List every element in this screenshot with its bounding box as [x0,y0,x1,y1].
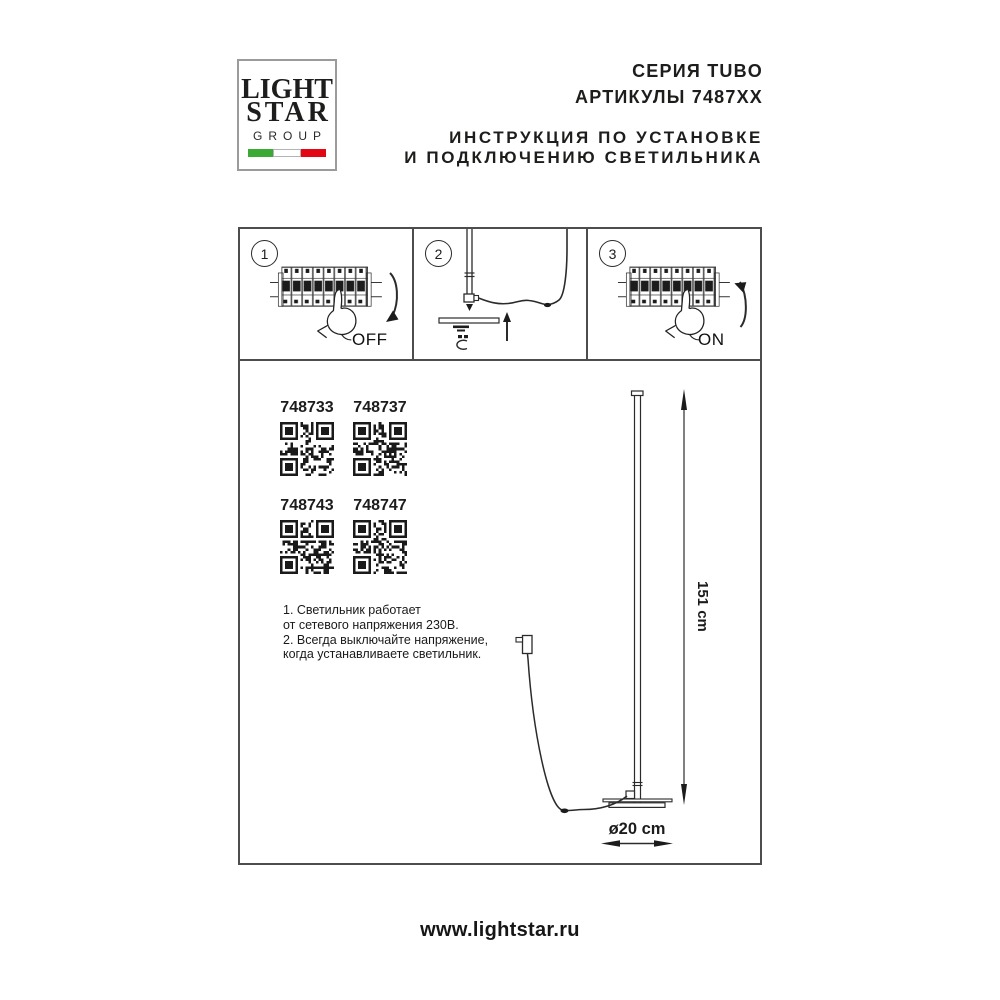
diameter-dimension-label: ø20 cm [608,820,666,838]
article-qr-grid [280,399,407,574]
height-dimension-label: 151 cm [694,581,711,632]
logo-text-star: STAR [246,97,331,128]
website-url: www.lightstar.ru [420,919,580,941]
article-number: 748747 [353,497,407,514]
instruction-title-line2: И ПОДКЛЮЧЕНИЮ СВЕТИЛЬНИКА [404,148,763,167]
note-line: 2. Всегда выключайте напряжение, [283,632,489,647]
step-number-badge: 3 [599,240,626,267]
step-number-badge: 1 [251,240,278,267]
step-panel-1 [240,229,414,359]
qr-code [353,422,407,476]
article-number: 748733 [280,399,334,416]
step-on-label: ON [698,330,725,349]
article-number: 748743 [280,497,334,514]
flag-green-segment [248,149,273,157]
flag-red-segment [301,149,326,157]
article-number: 748737 [353,399,407,416]
document-header [404,58,763,168]
step-off-label: OFF [352,330,388,349]
logo-text-group: GROUP [252,129,327,143]
floor-lamp-diagram [502,387,762,857]
step-number-badge: 2 [425,240,452,267]
qr-cell [353,497,407,574]
qr-code [280,422,334,476]
instruction-title-line1: ИНСТРУКЦИЯ ПО УСТАНОВКЕ [449,128,763,147]
qr-code [353,520,407,574]
steps-strip [240,229,760,361]
qr-cell [280,497,334,574]
safety-notes [283,603,488,662]
series-title: СЕРИЯ TUBO [632,61,763,81]
instruction-frame [238,227,762,865]
qr-cell [353,399,407,476]
flag-white-segment [273,149,300,157]
lightstar-logo [237,59,337,171]
step-panel-2 [414,229,588,359]
italian-flag-stripe [248,149,326,157]
qr-code [280,520,334,574]
logo-text-light: LIGHT [241,74,333,105]
note-line: когда устанавливаете светильник. [283,647,482,662]
articles-title: АРТИКУЛЫ 7487XX [575,87,763,107]
note-line: 1. Светильник работает [283,603,421,617]
step-panel-3 [588,229,760,359]
note-line: от сетевого напряжения 230В. [283,617,459,632]
qr-cell [280,399,334,476]
